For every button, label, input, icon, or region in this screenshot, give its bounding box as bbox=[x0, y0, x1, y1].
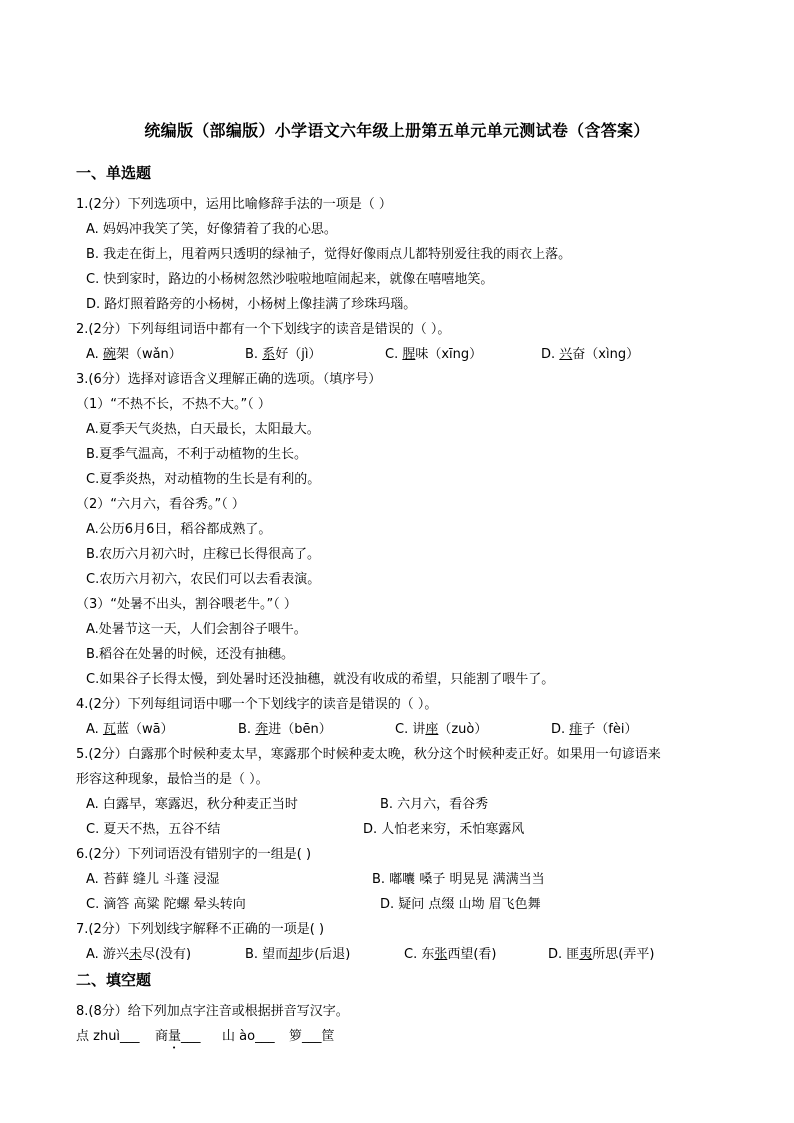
question-5-option-b: B. 六月六，看谷秀 bbox=[380, 797, 489, 812]
question-6-option-a: A. 苔藓 缝儿 斗蓬 浸湿 bbox=[86, 872, 220, 887]
question-8-stem: 8.(8分）给下列加点字注音或根据拼音写汉字。 bbox=[76, 1004, 349, 1019]
dotted-char: 量 bbox=[168, 1029, 182, 1044]
question-1-option-d: D. 路灯照着路旁的小杨树，小杨树上像挂满了珍珠玛瑙。 bbox=[86, 297, 417, 312]
question-6-stem: 6.(2分）下列词语没有错别字的一组是( ) bbox=[76, 847, 312, 862]
question-3-part-2-option-b: B.农历六月初六时，庄稼已长得很高了。 bbox=[86, 547, 321, 562]
question-7-stem: 7.(2分）下列划线字解释不正确的一项是( ) bbox=[76, 922, 325, 937]
answer-blank[interactable]: ___ bbox=[181, 1029, 201, 1044]
question-3-part-3: （3）“处暑不出头，割谷喂老牛。”（ ） bbox=[76, 597, 297, 612]
question-6-option-b: B. 嘟囔 嗓子 明晃晃 满满当当 bbox=[372, 872, 545, 887]
question-2-stem: 2.(2分）下列每组词语中都有一个下划线字的读音是错误的（ ）。 bbox=[76, 322, 451, 337]
underlined-char: 瓦 bbox=[102, 722, 116, 737]
underlined-char: 腥 bbox=[402, 347, 416, 362]
question-8-item-4: 箩___筐 bbox=[289, 1029, 335, 1044]
question-5-stem-line-2: 形容这种现象，最恰当的是（ ）。 bbox=[76, 772, 269, 787]
question-3-part-3-option-a: A.处暑节这一天，人们会割谷子喂牛。 bbox=[86, 622, 307, 637]
question-3-part-3-option-b: B.稻谷在处暑的时候，还没有抽穗。 bbox=[86, 647, 295, 662]
question-1-option-a: A. 妈妈冲我笑了笑，好像猜着了我的心思。 bbox=[86, 222, 337, 237]
question-8-item-2: 商量___ bbox=[155, 1029, 201, 1044]
document-title: 统编版（部编版）小学语文六年级上册第五单元单元测试卷（含答案） bbox=[144, 121, 650, 140]
question-3-part-1-option-b: B.夏季气温高，不利于动植物的生长。 bbox=[86, 447, 308, 462]
underlined-char: 兴 bbox=[559, 347, 573, 362]
question-5-option-d: D. 人怕老来穷，禾怕寒露风 bbox=[363, 822, 525, 837]
question-2-option-b: B. 系好（jì） bbox=[245, 347, 322, 362]
question-3-part-1-option-a: A.夏季天气炎热，白天最长，太阳最大。 bbox=[86, 422, 320, 437]
question-4-option-b: B. 奔进（bēn） bbox=[238, 722, 332, 737]
question-2-option-c: C. 腥味（xīng） bbox=[385, 347, 483, 362]
question-4-stem: 4.(2分）下列每组词语中哪一个下划线字的读音是错误的（ ）。 bbox=[76, 697, 438, 712]
underlined-char: 张 bbox=[434, 947, 448, 962]
question-1-option-c: C. 快到家时，路边的小杨树忽然沙啦啦地喧闹起来，就像在嘻嘻地笑。 bbox=[86, 272, 494, 287]
underlined-char: 夷 bbox=[579, 947, 593, 962]
answer-blank[interactable]: ___ bbox=[120, 1029, 140, 1044]
underlined-char: 碗 bbox=[102, 347, 116, 362]
question-6-option-d: D. 疑问 点缀 山坳 眉飞色舞 bbox=[380, 897, 541, 912]
question-8-item-3: 山 ào___ bbox=[222, 1029, 275, 1044]
section-heading-single-choice: 一、单选题 bbox=[76, 164, 152, 182]
question-3-stem: 3.(6分）选择对谚语含义理解正确的选项。（填序号） bbox=[76, 372, 382, 387]
question-5-option-c: C. 夏天不热，五谷不结 bbox=[86, 822, 221, 837]
question-5-option-a: A. 白露早，寒露迟，秋分种麦正当时 bbox=[86, 797, 298, 812]
question-1-option-b: B. 我走在街上，甩着两只透明的绿袖子，觉得好像雨点儿都特别爱往我的雨衣上落。 bbox=[86, 247, 572, 262]
underlined-char: 痱 bbox=[569, 722, 583, 737]
question-3-part-2-option-c: C.农历六月初六，农民们可以去看表演。 bbox=[86, 572, 321, 587]
question-4-option-d: D. 痱子（fèi） bbox=[551, 722, 638, 737]
question-4-option-a: A. 瓦蓝（wā） bbox=[86, 722, 174, 737]
question-7-option-b: B. 望而却步(后退) bbox=[245, 947, 351, 962]
question-3-part-1: （1）“不热不长，不热不大。”（ ） bbox=[76, 397, 271, 412]
question-3-part-3-option-c: C.如果谷子长得太慢，到处暑时还没抽穗，就没有收成的希望，只能割了喂牛了。 bbox=[86, 672, 555, 687]
question-3-part-2-option-a: A.公历6月6日，稻谷都成熟了。 bbox=[86, 522, 272, 537]
underlined-char: 奔 bbox=[255, 722, 269, 737]
question-4-option-c: C. 讲座（zuò） bbox=[395, 722, 488, 737]
question-7-option-c: C. 东张西望(看) bbox=[404, 947, 497, 962]
answer-blank[interactable]: ___ bbox=[302, 1029, 322, 1044]
underlined-char: 座 bbox=[425, 722, 439, 737]
question-2-option-d: D. 兴奋（xìng） bbox=[541, 347, 640, 362]
question-6-option-c: C. 滴答 高粱 陀螺 晕头转向 bbox=[86, 897, 246, 912]
question-2-option-a: A. 碗架（wǎn） bbox=[86, 347, 182, 362]
section-heading-fill-in: 二、填空题 bbox=[76, 971, 152, 989]
question-7-option-d: D. 匪夷所思(弄平) bbox=[548, 947, 655, 962]
question-3-part-2: （2）“六月六，看谷秀。”（ ） bbox=[76, 497, 245, 512]
underlined-char: 未 bbox=[128, 947, 142, 962]
underlined-char: 系 bbox=[262, 347, 276, 362]
question-1-stem: 1.(2分）下列选项中，运用比喻修辞手法的一项是（ ） bbox=[76, 197, 392, 212]
question-7-option-a: A. 游兴未尽(没有) bbox=[86, 947, 192, 962]
question-8-item-1: 点 zhuì___ bbox=[76, 1029, 140, 1044]
underlined-char: 却 bbox=[288, 947, 302, 962]
answer-blank[interactable]: ___ bbox=[255, 1029, 275, 1044]
question-3-part-1-option-c: C.夏季炎热，对动植物的生长是有利的。 bbox=[86, 472, 321, 487]
question-5-stem-line-1: 5.(2分）白露那个时候种麦太早，寒露那个时候种麦太晚，秋分这个时候种麦正好。如果用一句谚语来 bbox=[76, 747, 661, 762]
